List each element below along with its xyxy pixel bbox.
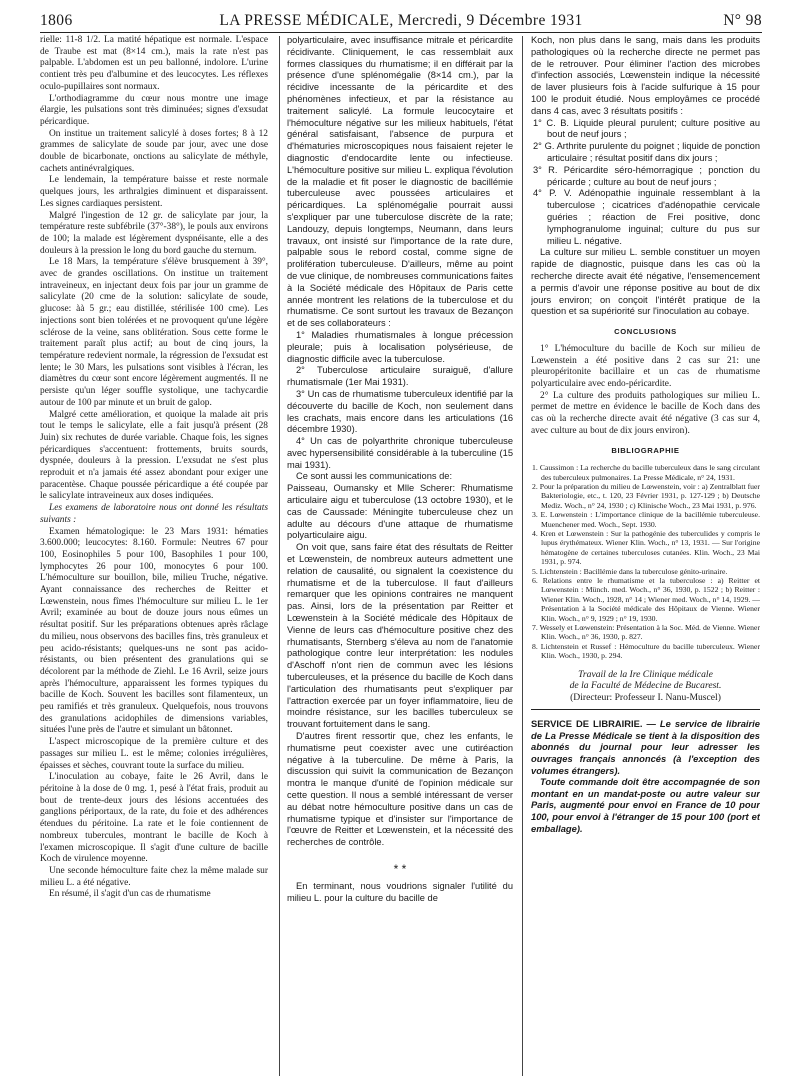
notice-text: Toute commande doit être accompagnée de son montant en un mandat-poste ou autre valeur sur Paris, augmenté pour envoi en France de 10 pour 100, pour envoi à l'étranger de 15 pour 100 (port et emballage). <box>531 776 760 834</box>
paragraph: Paisseau, Oumansky et Mlle Scherer: Rhumatisme articulaire aigu et tuberculose (13 octobre 1930), et le cas de Caussade: Méningite tuberculeuse chez un adulte au décours d'une attaque de rhumatisme polyarticulaire aigu. <box>287 483 513 541</box>
bookshop-notice <box>531 718 760 834</box>
paragraph: Examen hématologique: le 23 Mars 1931: hématies 3.600.000; leucocytes: 8.160. Formule: Neutres 67 pour 100, Eosinophiles 5 pour 100, Basophiles 1 pour 100, lymphocytes 26 pour 100, monocytes 6 pour 100. L'hémoculture sur bouillon, bile, milieu Truche, négative. Ayant connaissance des recherches de Reitter et Lœwenstein, nous fîmes l'hémoculture sur milieu L. le 1er Avril; examinée au bout de douze jours nous eûmes un résultat positif. Sur les préparations obtenues après râclage du milieu, nous observons des bacilles fins, très granuleux et peu acido-résistants; quelques-uns ne sont pas acido-résistants, ou bien présentent des granulations qui se décolorent par la méthode de Ziehl. Le 16 Avril, seize jours après l'hémoculture, apparaissent les formes typiques du bacille de Koch. Souvent les bacilles sont filamenteux, un peu ramifiés et très granuleux. Quelquefois, nous trouvons des granulations acidophiles de dimensions variables, situées l'une près de l'autre et simulant un bâtonnet. <box>40 526 268 736</box>
affiliation <box>531 669 760 704</box>
paragraph: La culture sur milieu L. semble constituer un moyen rapide de diagnostic, puisque dans les cas où la recherche directe avait été négative, l'ensemencement a permis d'avoir une réponse positive au bout de dix jours environ; on conçoit l'intérêt pratique de la question et sa supériorité sur l'inoculation au cobaye. <box>531 247 760 317</box>
paragraph: Le lendemain, la température baisse et reste normale quelques jours, les arthralgies diminuent et disparaissent. Les signes cardiaques persistent. <box>40 175 268 209</box>
bibliography-entry: 6. Relations entre le rhumatisme et la tuberculose : a) Reitter et Lœwenstein : Münch. med. Woch., n° 36, 1930, p. 1522 ; b) Reitter : Wiener Klin. Woch., 1928, n° 14 ; Wiener med. Woch., n° 14, 1929. — Présentation à la Société médicale des Hôpitaux de Vienne. Wiener Klin. Woch., n° 9, 1929 ; n° 19, 1930. <box>532 576 760 623</box>
paragraph: Une seconde hémoculture faite chez la même malade sur milieu L. a été négative. <box>40 865 268 888</box>
bibliography-entry: 8. Lichtenstein et Russef : Hémoculture du bacille tuberculeux. Wiener Klin. Woch., 1930, p. 294. <box>532 641 760 661</box>
bibliography-entry: 2. Pour la préparation du milieu de Lœwenstein, voir : a) Zentralblatt fuer Bakteriologie, etc., t. 120, 23 Février 1931, p. 127-129 ; b) Deutsche Mediz. Woch., n° 24, 1930 ; c) Klinische Woch., 23 Mai 1931, p. 976. <box>532 481 760 510</box>
paragraph: Le 18 Mars, la température s'élève brusquement à 39°, avec de grandes oscillations. On institue un traitement intraveineux, en injectant deux fois par jour un gramme de salicylate (20 cme de la solution: salicylate de soude, glucose: àà 5 gr.; eau distillée, stérilisée 100 cme). Les injections sont bien tolérées et ne provoquent qu'une légère sclérose de la veine, sans oblitération. Sous cette forme le traitement paraît plus actif; au bout de cinq jours, la température redevient normale, la régression de l'exsudat est lente; le 30 Mars, les pulsations sont visibles à l'écran, les diamètres du cœur sont encore légèrement augmentés. Il ne persiste qu'un léger souffle systolique, une tachycardie autour de 100 par minute et un bruit de galop. <box>40 257 268 408</box>
paragraph: Malgré cette amélioration, et quoique la malade ait pris tout le temps le salicylate, elle a fait jusqu'à présent (28 Juin) six rechutes de durée variable. Chaque fois, les signes péricardiques s'accentuent: frottements, bruits sourds, dyspnée, douleurs à la pression. L'exsudat ne s'est plus reproduit et n'a jamais été assez abondant pour exiger une paracentèse. Chaque poussée péricardique a été coupée par le salicylate intraveineux aux doses indiquées. <box>40 409 268 502</box>
issue-number: N° 98 <box>723 12 762 29</box>
paragraph: D'autres firent ressortir que, chez les enfants, le rhumatisme peut coexister avec une cutiréaction négative à la tuberculine. De même à Paris, la discussion qui suivit la communication de Bezançon montra le manque d'unité de l'opinion médicale sur cette question. Il nous a semblé intéressant de verser au débat notre hémoculture positive dans un cas de rhumatisme typique et d'insister sur l'importance de l'œuvre de Reitter et Lœwenstein, et la nécessité des recherches de contrôle. <box>287 731 513 848</box>
paragraph: 2° Tuberculose articulaire suraiguë, d'allure rhumatismale (1er Mai 1931). <box>287 365 513 388</box>
paragraph: L'orthodiagramme du cœur nous montre une image élargie, les pulsations sont très diminuées; signes d'exsudat péricardique. <box>40 93 268 127</box>
list-item: 2° G. Arthrite purulente du poignet ; liquide de ponction articulaire ; résultat positif dans dix jours ; <box>533 141 760 163</box>
bibliography-entry: 3. E. Lœwenstein : L'importance clinique de la bacillémie tuberculeuse. Muenchener med. Woch., Sept. 1930. <box>532 510 760 529</box>
conclusion-item: 2° La culture des produits pathologiques sur milieu L. permet de mettre en évidence le bacille de Koch dans des cas où la recherche directe avait été négative (3 cas sur 4, avec culture au bout de dix jours environ). <box>531 390 760 436</box>
list-item: 4° P. V. Adénopathie inguinale ressemblant à la tuberculose ; cicatrices d'adénopathie cervicale guéries ; réaction de Frei positive, donc lymphogranulome inguinal; culture du pus sur milieu L. négative. <box>533 188 760 246</box>
paragraph: L'inoculation au cobaye, faite le 26 Avril, dans le péritoine à la dose de 0 mg. 1, pesé à l'état frais, produit au bout de trente-deux jours des lésions accentuées des ganglions périportaux, de la rate, du foie et des adhérences étendues du péritoine. La rate et le foie contiennent de nombreux tubercules, montrant le bacille de Koch à l'examen microscopique. Il s'agit d'une culture de bacille Koch de virulence moyenne. <box>40 772 268 865</box>
column-middle <box>287 35 513 1075</box>
list-item: 1° C. B. Liquide pleural purulent; culture positive au bout de neuf jours ; <box>533 117 760 140</box>
paragraph: En terminant, nous voudrions signaler l'utilité du milieu L. pour la culture du bacille de <box>287 880 513 903</box>
affiliation-line: (Directeur: Professeur I. Nanu-Muscel) <box>570 691 721 703</box>
list-item: 3° R. Péricardite séro-hémorragique ; ponction du péricarde ; culture au bout de neuf jours ; <box>533 164 760 187</box>
column-left <box>40 35 268 1075</box>
bibliography-heading: BIBLIOGRAPHIE <box>611 446 680 456</box>
paragraph: polyarticulaire, avec insuffisance mitrale et péricardite récidivante. Cliniquement, le cas ressemblait aux formes classiques du rhumatisme; il en différait par la présence d'une splénomégalie (8×14 cm.), par la récidive incessante de la péricardite et des phénomènes infectieux, et par la résistance au traitement salicylé. La formule leucocytaire et l'hémoculture négative sur les milieux habituels, l'état général satisfaisant, l'absence de purpura et d'hématuries microscopiques nous faisaient rejeter le diagnostic d'endocardite lente ou infectieuse. L'hémoculture positive sur milieu L. expliqua l'évolution de la maladie et fit poser le diagnostic de bacillémie tuberculeuse avec poussées articulaires et péricardiques. La splénomégalie pourrait aussi s'expliquer par une tuberculose discrète de la rate; Landouzy, depuis longtemps, Neumann, dans leurs travaux, ont insisté sur l'importance de la rate dure, palpable sous le rebord costal, comme signe de prolifération tuberculeuse. D'ailleurs, même au point de vue clinique, de nombreuses communications faites à la Société médicale des Hôpitaux de Paris cette année montrent les relations de la tuberculose et du rhumatisme. Ce sont surtout les travaux de Bezançon et de ses collaborateurs : <box>287 35 513 329</box>
column-right <box>531 35 760 1075</box>
paragraph: 4° Un cas de polyarthrite chronique tuberculeuse avec hypersensibilité considérable à la tuberculine (15 mai 1931). <box>287 436 513 470</box>
paragraph: Koch, non plus dans le sang, mais dans les produits pathologiques où la recherche directe ne permet pas de le retrouver. Pour éliminer l'action des microbes d'infection associés, Lœwenstein indique la nécessité de laver plusieurs fois à l'acide sulfurique à 15 pour 100 le produit étudié. Nous employâmes ce procédé dans 4 cas, avec 3 résultats positifs : <box>531 35 760 116</box>
column-divider <box>279 36 280 1076</box>
bibliography-list <box>531 463 760 661</box>
affiliation-line: Travail de la Ire Clinique médicale <box>578 668 713 680</box>
section-separator: * * <box>393 861 407 876</box>
paragraph: L'aspect microscopique de la première culture et des passages sur milieu L. est le même; colonies irrégulières, épaisses et sèches, couvrant toute la surface du milieu. <box>40 737 268 771</box>
column-divider <box>522 36 523 1076</box>
paragraph: 3° Un cas de rhumatisme tuberculeux identifié par la découverte du bacille de Koch, non seulement dans les crachats, mais encore dans les articulations (16 décembre 1930). <box>287 388 513 435</box>
paragraph: On institue un traitement salicylé à doses fortes; 8 à 12 grammes de salicylate de soude par jour, avec une dose double de bicarbonate, onctions au salicylate de méthyle, cachets antinévralgiques. <box>40 128 268 174</box>
paragraph: En résumé, il s'agit d'un cas de rhumatisme <box>49 889 211 900</box>
page-number: 1806 <box>40 12 73 29</box>
paragraph: Les examens de laboratoire nous ont donné les résultats suivants : <box>40 503 268 525</box>
results-list <box>531 118 760 248</box>
header-rule <box>40 32 762 33</box>
paragraph: rielle: 11-8 1/2. La matité hépatique est normale. L'espace de Traube est mat (8×14 cm.), mais la rate n'est pas palpable. L'abdomen est un peu ballonné, indolore. L'urine contient très peu d'albumine et des leucocytes. Les réflexes oculo-pupillaires sont normaux. <box>40 35 268 92</box>
affiliation-line: de la Faculté de Médecine de Bucarest. <box>569 680 722 692</box>
paragraph: Ce sont aussi les communications de: <box>296 471 453 482</box>
notice-label: SERVICE DE LIBRAIRIE. — <box>531 718 656 730</box>
paragraph: On voit que, sans faire état des résultats de Reitter et Lœwenstein, de nombreux auteurs admettent une relation de causalité, ou signalent la coexistence du rhumatisme et de la tuberculose. Il faut d'ailleurs remarquer que les opinions contraires ne manquent pas. Ainsi, lors de la présentation par Reitter et Lœwenstein à la Société médicale des Hôpitaux de Vienne de leurs cas d'hémoculture positive chez des rhumatisants, Sternberg s'éleva au nom de l'anatomie pathologique contre leur interprétation: les nodules d'Aschoff n'ont rien de commun avec les lésions tuberculeuses, et la présence du bacille de Koch dans l'articulation des rhumatisants peut s'expliquer par l'attraction exercée par un foyer inflammatoire, lieu de moindre résistance, sur les bacilles tuberculeux se trouvant fortuitement dans le sang. <box>287 542 513 730</box>
bibliography-entry: 5. Lichtenstein : Bacillémie dans la tuberculose génito-urinaire. <box>532 566 728 576</box>
page-header <box>40 6 762 32</box>
section-rule <box>531 709 760 710</box>
notice-text: Le service de librairie de La Presse Médicale se tient à la disposition des abonnés du journal pour leur adresser les ouvrages français annoncés (à l'exception des volumes étrangers). <box>531 718 760 776</box>
bibliography-entry: 7. Wessely et Lœwenstein: Présentation à la Soc. Méd. de Vienne. Wiener Klin. Woch., n° 36, 1930, p. 827. <box>532 623 760 642</box>
conclusion-item: 1° L'hémoculture du bacille de Koch sur milieu de Lœwenstein a été positive dans 2 cas sur 21: une pleuropéritonite bacillaire et un cas de rhumatisme polyarticulaire avec endo-péricardite. <box>531 343 760 389</box>
journal-title: LA PRESSE MÉDICALE, Mercredi, 9 Décembre 1931 <box>219 12 583 29</box>
bibliography-entry: 4. Kren et Lœwenstein : Sur la pathogénie des tuberculides y compris le lupus érythémateux. Wiener Klin. Woch., n° 13, 1931. — Sur l'origine hématogène de certaines tuberculoses cutanées. Klin. Woch., 23 Mai 1931, p. 974. <box>532 529 760 567</box>
paragraph: 1° Maladies rhumatismales à longue précession pleurale; puis à localisation polysérieuse, de diagnostic difficile avec la tuberculose. <box>287 329 513 364</box>
conclusions-heading: CONCLUSIONS <box>614 327 677 337</box>
paragraph: Malgré l'ingestion de 12 gr. de salicylate par jour, la température reste subfébrile (37°-38°), le pouls aux environs de 100; la malade est légèrement dyspnéisante, elle a des douleurs à la pression le long du bord gauche du sternum. <box>40 210 268 256</box>
bibliography-entry: 1. Caussimon : La recherche du bacille tuberculeux dans le sang circulant des tuberculeux pulmonaires. La Presse Médicale, n° 24, 1931. <box>532 463 760 482</box>
